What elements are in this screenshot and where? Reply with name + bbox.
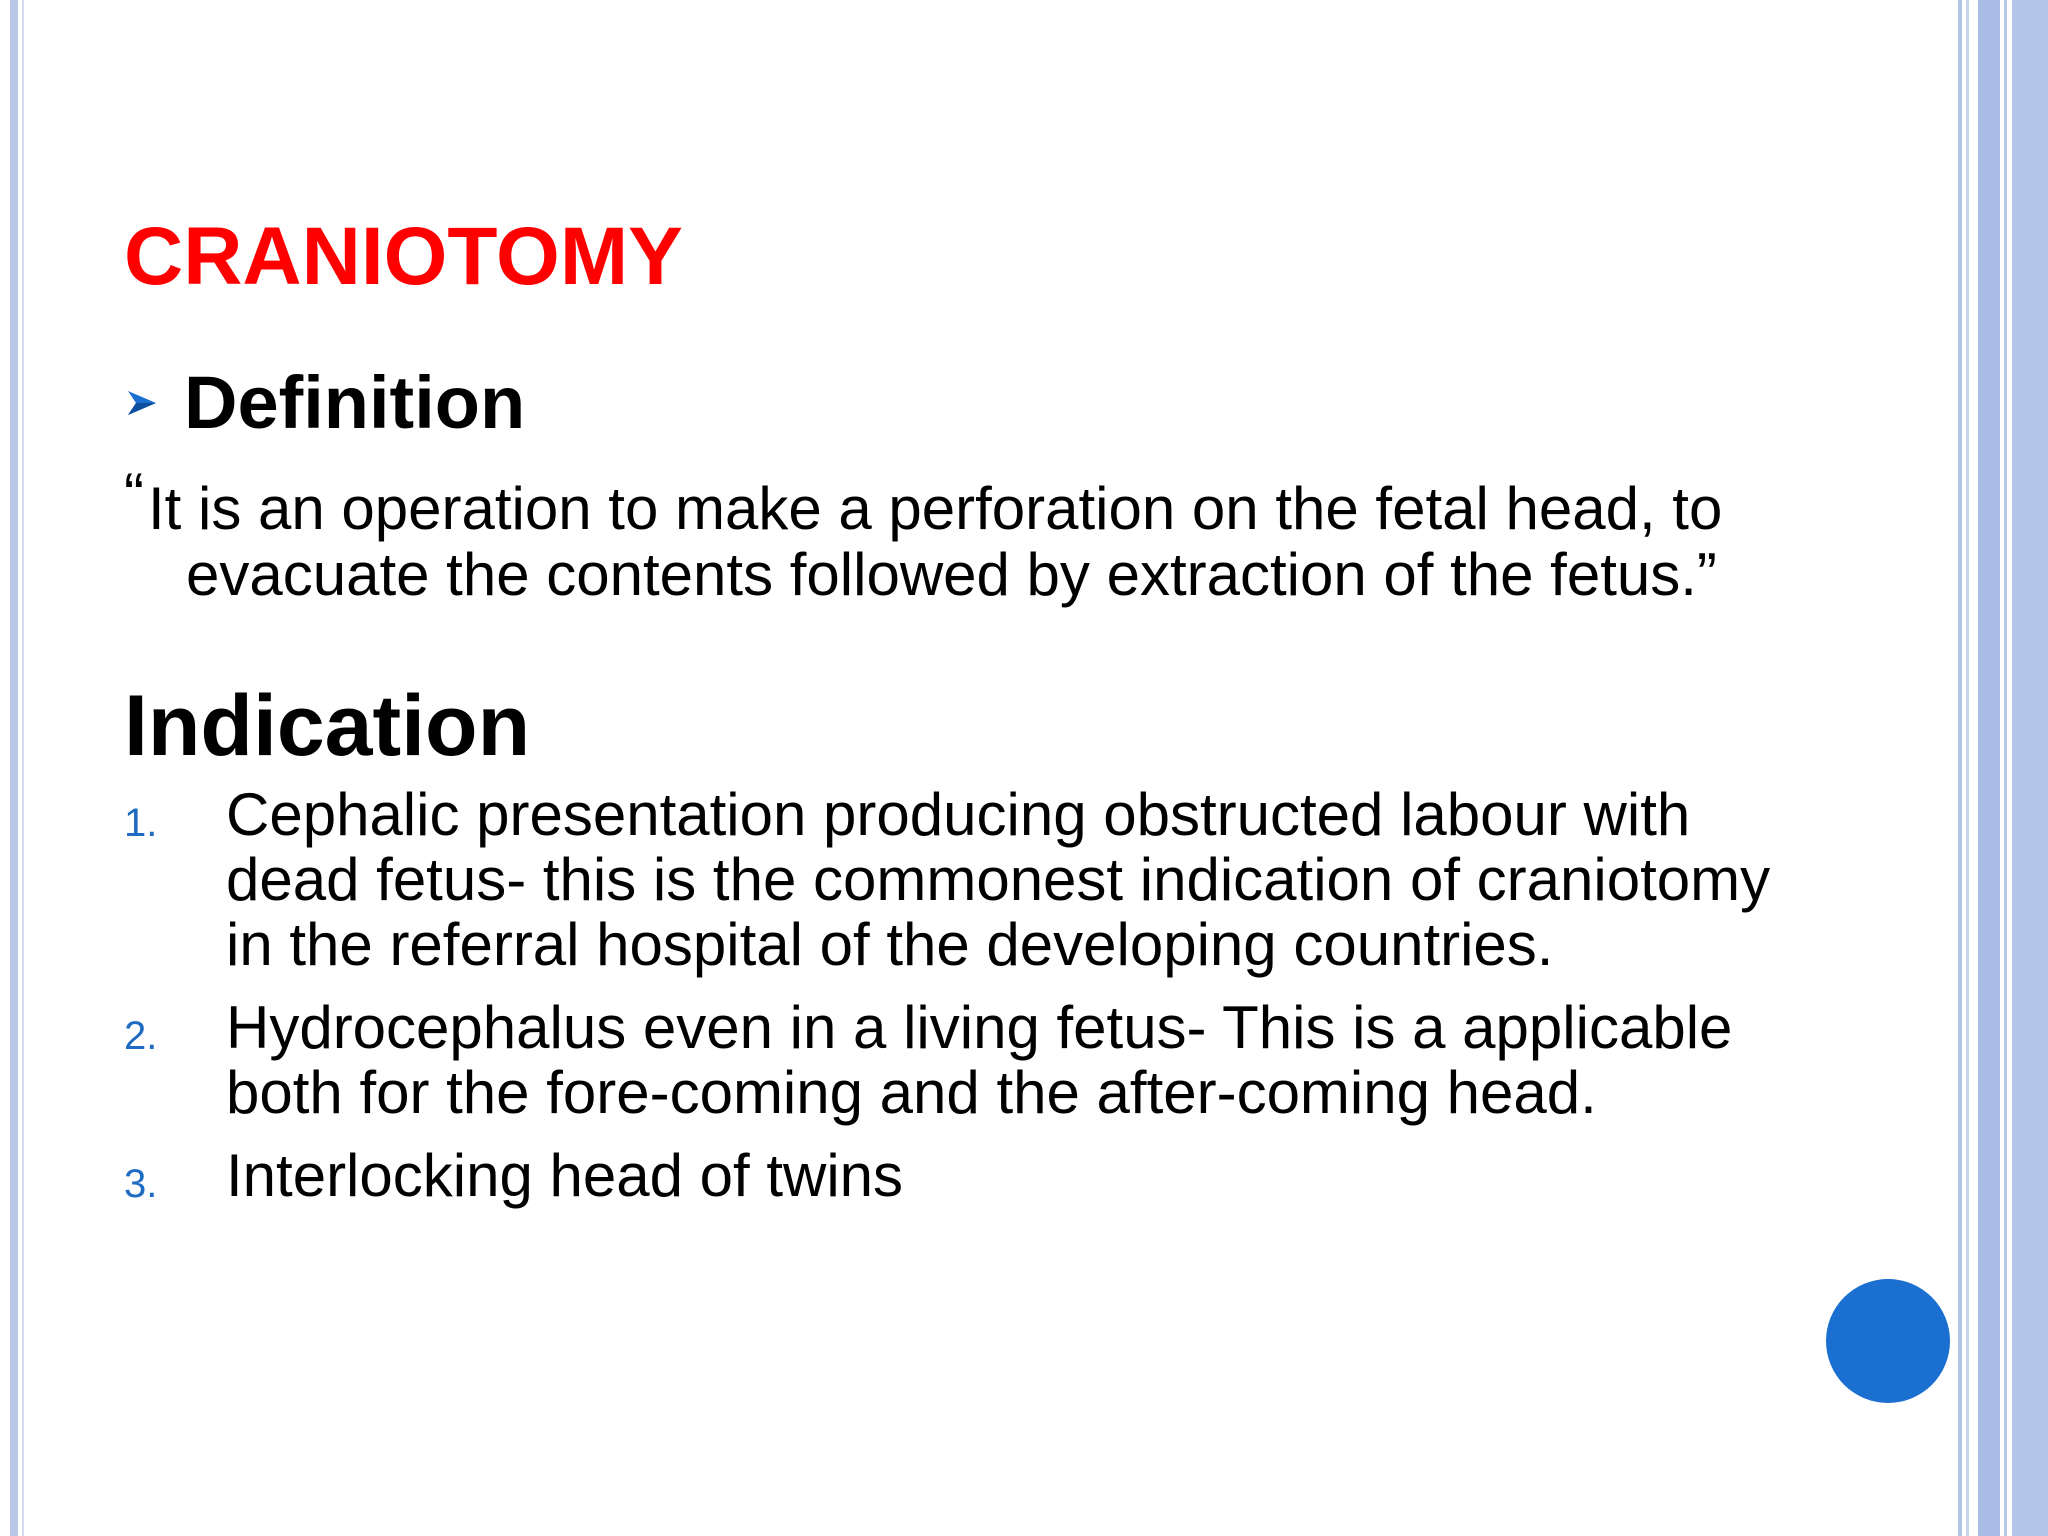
list-item [124, 1143, 1804, 1217]
list-number: 3. [124, 1162, 158, 1206]
list-item-text: Hydrocephalus even in a living fetus- This is a applicable both for the fore-coming and the after-coming head. [226, 994, 1733, 1126]
decorative-blue-circle [1826, 1279, 1950, 1403]
frame-stripe [1958, 0, 1962, 1536]
definition-bullet [124, 358, 525, 448]
list-item-text: Cephalic presentation producing obstructed labour with dead fetus- this is the commonest indication of craniotomy in the referral hospital of the developing countries. [226, 781, 1771, 978]
list-item [124, 782, 1804, 977]
slide-title: CRANIOTOMY [124, 211, 683, 302]
frame-left-line [22, 0, 24, 1536]
definition-text: It is an operation to make a perforation on the fetal head, to evacuate the contents followed by extraction of the fetus.” [147, 475, 1723, 608]
definition-heading: Definition [184, 361, 526, 444]
open-quote-mark: “ [124, 461, 144, 528]
frame-right-stripes [1958, 0, 2048, 1536]
frame-stripe [1966, 0, 1969, 1536]
list-number: 2. [124, 1014, 158, 1058]
frame-stripe [2004, 0, 2007, 1536]
arrow-right-icon [124, 385, 160, 421]
definition-paragraph [124, 462, 1806, 608]
list-number: 1. [124, 801, 158, 845]
frame-stripe [1978, 0, 2000, 1536]
list-item-text: Interlocking head of twins [226, 1142, 904, 1209]
frame-stripe [2012, 0, 2048, 1536]
indication-list [124, 782, 1804, 1235]
indication-heading: Indication [124, 678, 531, 774]
list-item [124, 995, 1804, 1125]
frame-left-bar [10, 0, 18, 1536]
